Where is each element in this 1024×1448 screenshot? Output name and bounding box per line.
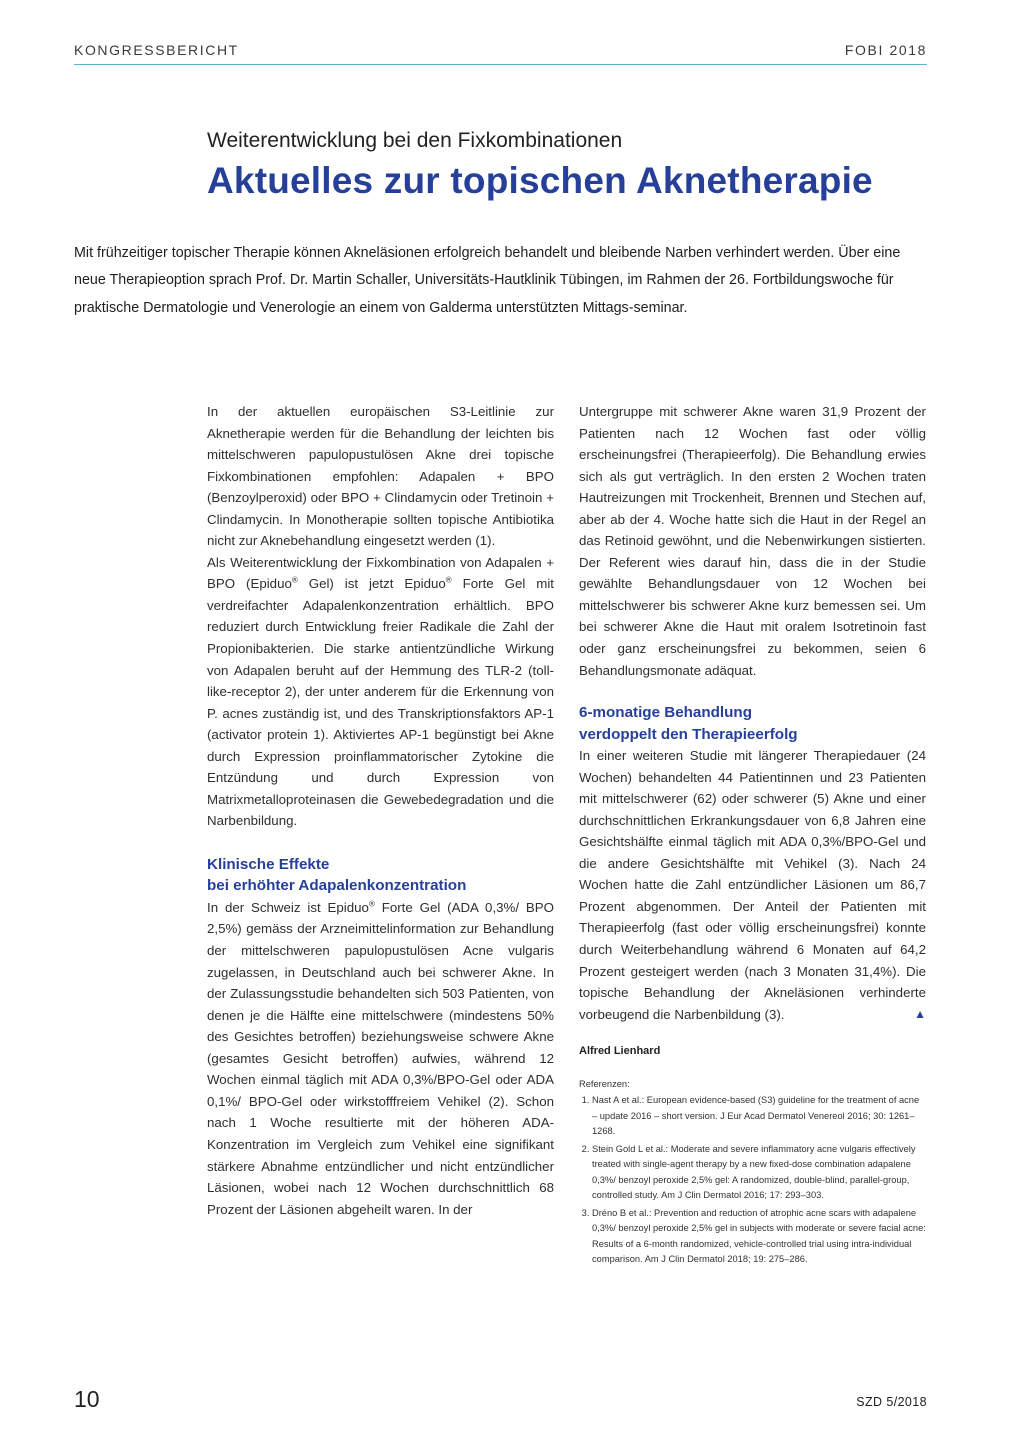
reference-item: 1. Nast A et al.: European evidence-based (S3) guideline for the treatment of acne – update 2016 – short version. J Eur Acad Dermatol Venereol 2016; 30: 1261–1268.	[592, 1093, 926, 1140]
section-label: KONGRESSBERICHT	[74, 42, 239, 58]
running-header	[74, 40, 927, 65]
references-heading: Referenzen:	[579, 1078, 630, 1089]
section-heading: Klinische Effekte bei erhöhter Adapalenkonzentration	[207, 855, 467, 895]
lead-paragraph	[74, 240, 930, 322]
body-paragraph: Als Weiterentwicklung der Fixkombination von Adapalen + BPO (Epiduo® Gel) ist jetzt Epiduo® Forte Gel mit verdreifachter Adapalenkonzentration erhältlich. BPO reduziert durch Entwicklung freier Radikale die Zahl der Propionibakterien. Die starke antientzündliche Wirkung von Adapalen beruht auf der Hemmung des TLR-2 (toll-like-receptor 2), der unter anderem für die Erkennung von P. acnes zuständig ist, und des Transkriptionsfaktors AP-1 (activator protein 1). Aktiviertes AP-1 begünstigt bei Akne durch Expression proinflammatorischer Zytokine die Entzündung und durch Expression von Matrixmetalloproteinasen die Gewebedegradation und die Narbenbildung.	[207, 554, 555, 829]
registered-mark: ®	[291, 575, 298, 585]
article-title: Aktuelles zur topischen Aknetherapie	[207, 160, 873, 201]
lead-text: Mit frühzeitiger topischer Therapie können Akneläsionen erfolgreich behandelt und bleibende Narben verhindert werden. Über eine neue Therapieoption sprach Prof. Dr. Martin Schaller, Universitäts-Hautklinik Tübingen, im Rahmen der 26. Fortbildungswoche für praktische Dermatologie und Venerologie an einem von Galderma unterstützten Mittags-seminar.	[74, 245, 901, 316]
event-label: FOBI 2018	[844, 42, 927, 58]
column-left	[207, 401, 554, 1220]
reference-item: 3. Dréno B et al.: Prevention and reduction of atrophic acne scars with adapalene 0,3%/ benzoyl peroxide 2,5% gel in subjects with moderate or severe facial acne: Results of a 6-month randomized, vehicle-controlled trial using intra-individual comparison. Am J Clin Dermatol 2018; 19: 275–286.	[592, 1206, 926, 1268]
author-name: Alfred Lienhard	[579, 1045, 661, 1058]
references	[579, 1077, 926, 1268]
references-list	[579, 1093, 926, 1268]
page-number: 10	[74, 1386, 100, 1412]
registered-mark: ®	[368, 899, 375, 909]
body-paragraph: In der aktuellen europäischen S3-Leitlinie zur Aknetherapie werden für die Behandlung der leichten bis mittelschweren papulopustulösen Akne drei topische Fixkombinationen empfohlen: Adapalen + BPO (Benzoylperoxid) oder BPO + Clindamycin oder Tretinoin + Clindamycin. In Monotherapie sollten topische Antibiotika nicht zur Aknebehandlung eingesetzt werden (1).	[207, 404, 554, 549]
article-kicker: Weiterentwicklung bei den Fixkombinationen	[207, 129, 623, 152]
reference-item: 2. Stein Gold L et al.: Moderate and severe inflammatory acne vulgaris effectively treated with single-agent therapy by a new fixed-dose combination adapalene 0,3%/ benzoyl peroxide 2,5% gel: A randomized, double-blind, parallel-group, controlled study. Am J Clin Dermatol 2016; 17: 293–303.	[592, 1142, 926, 1204]
end-of-article-triangle-icon: ▲	[914, 1006, 926, 1021]
section-heading: 6-monatige Behandlung verdoppelt den Therapieerfolg	[579, 704, 798, 743]
body-paragraph: Untergruppe mit schwerer Akne waren 31,9 Prozent der Patienten nach 12 Wochen fast oder völlig erscheinungsfrei (Therapieerfolg). Die Behandlung erwies sich als gut verträglich. In den ersten 2 Wochen traten Hautreizungen mit Trockenheit, Brennen und Stechen auf, aber ab der 4. Woche hatte sich die Haut in der Regel an das Retinoid gewöhnt, und die Nebenwirkungen sistierten. Der Referent wies darauf hin, dass die in der Studie gewählte Behandlungsdauer von 12 Wochen bei mittelschwerer bis schwerer Akne kurz bemessen sei. Um bei schwerer Akne die Haut mit oralem Isotretinoin fast oder ganz erscheinungsfrei zu bekommen, seien 6 Behandlungsmonate adäquat.	[579, 404, 926, 678]
registered-mark: ®	[445, 575, 452, 585]
column-right	[579, 401, 926, 1270]
issue-label: SZD 5/2018	[856, 1395, 927, 1409]
body-paragraph: In der Schweiz ist Epiduo® Forte Gel (ADA 0,3%/ BPO 2,5%) gemäss der Arzneimittelinformation zur Behandlung der mittelschweren papulopustulösen Acne vulgaris zugelassen, in Deutschland auch bei schwerer Akne. In der Zulassungsstudie behandelten sich 503 Patienten, von denen je die Hälfte eine mittelschwere (mindestens 50% des Gesichtes betroffen) beziehungsweise schwere Akne (gesamtes Gesicht betroffen) aufwies, während 12 Wochen einmal täglich mit ADA 0,3%/BPO-Gel oder ADA 0,1%/ BPO-Gel oder wirkstofffreiem Vehikel (2). Schon nach 1 Woche resultierte mit der höheren ADA-Konzentration im Vergleich zum Vehikel eine signifikant stärkere Abnahme entzündlicher und nicht entzündlicher Läsionen, wobei nach 12 Wochen durchschnittlich 68 Prozent der Läsionen abgeheilt waren. In der	[207, 899, 554, 1217]
body-paragraph: In einer weiteren Studie mit längerer Therapiedauer (24 Wochen) behandelten 44 Patientinnen und 23 Patienten mit mittelschwerer (62) oder schwerer (5) Akne und einer durchschnittlichen Erkrankungsdauer von 6,8 Jahren eine Gesichtshälfte einmal täglich mit ADA 0,3%/BPO-Gel und die andere Gesichtshälfte mit Vehikel (3). Nach 24 Wochen hatte die Zahl entzündlicher Läsionen um 86,7 Prozent abgenommen. Der Anteil der Patienten mit Therapieerfolg (fast oder völlig erscheinungsfrei) konnte durch Weiterbehandlung während 6 Monaten auf 64,2 Prozent gesteigert werden (nach 3 Monaten 31,4%). Die topische Behandlung der Akneläsionen verhinderte vorbeugend die Narbenbildung (3). ▲	[579, 745, 926, 1025]
